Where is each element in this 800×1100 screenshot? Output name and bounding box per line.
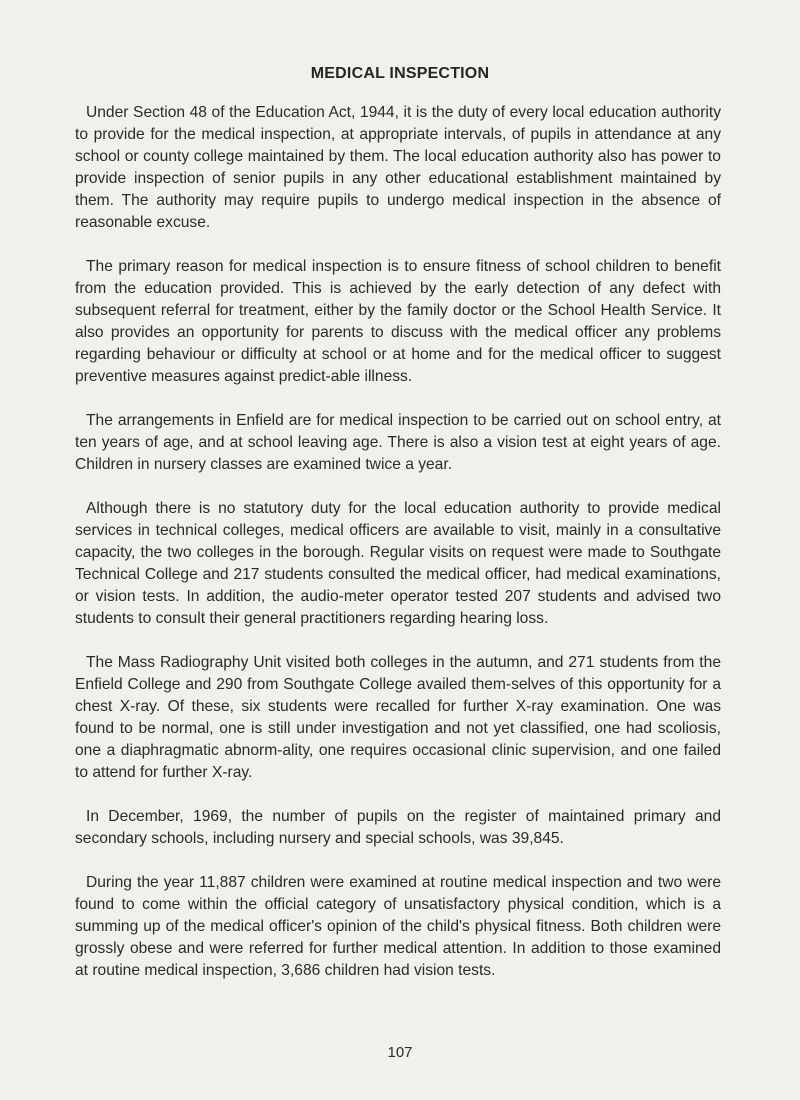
paragraph-primary-reason: The primary reason for medical inspection is to ensure fitness of school children to benefit from the education provided. This is achieved by the early detection of any defect with subsequent referral for treatment, either by the family doctor or the School Health Service. It also provides an opportunity for parents to discuss with the medical officer any problems regarding behaviour or difficulty at school or at home and for the medical officer to suggest preventive measures against predict-able illness. <box>75 258 721 385</box>
paragraph-mass-radiography: The Mass Radiography Unit visited both colleges in the autumn, and 271 students from the Enfield College and 290 from Southgate College availed them-selves of this opportunity for a chest X-ray. Of these, six students were recalled for further X-ray examination. One was found to be normal, one is still under investigation and not yet classified, one had scoliosis, one a diaphragmatic abnorm-ality, one requires occasional clinic supervision, and one failed to attend for further X-ray. <box>75 654 721 781</box>
page-title: MEDICAL INSPECTION <box>310 65 490 82</box>
paragraph-arrangements: The arrangements in Enfield are for medical inspection to be carried out on school entry, at ten years of age, and at school leaving age. There is also a vision test at eight years of age. Children in nursery classes are examined twice a year. <box>75 412 721 473</box>
paragraph-section-48: Under Section 48 of the Education Act, 1944, it is the duty of every local education authority to provide for the medical inspection, at appropriate intervals, of pupils in attendance at any school or county college maintained by them. The local education authority also has power to provide inspection of senior pupils in any other educational establishment maintained by them. The authority may require pupils to undergo medical inspection in the absence of reasonable excuse. <box>75 104 721 231</box>
paragraph-register: In December, 1969, the number of pupils on the register of maintained primary and secondary schools, including nursery and special schools, was 39,845. <box>75 808 721 847</box>
paragraph-routine-inspection: During the year 11,887 children were examined at routine medical inspection and two were found to come within the official category of unsatisfactory physical condition, which is a summing up of the medical officer's opinion of the child's physical fitness. Both children were grossly obese and were referred for further medical attention. In addition to those examined at routine medical inspection, 3,686 children had vision tests. <box>75 874 721 979</box>
paragraph-technical-colleges: Although there is no statutory duty for the local education authority to provide medical services in technical colleges, medical officers are available to visit, mainly in a consultative capacity, the two colleges in the borough. Regular visits on request were made to Southgate Technical College and 217 students consulted the medical officer, had medical examinations, or vision tests. In addition, the audio-meter operator tested 207 students and advised two students to consult their general practitioners regarding hearing loss. <box>75 500 721 627</box>
body-text <box>75 102 721 1004</box>
page-number: 107 <box>387 1044 413 1061</box>
